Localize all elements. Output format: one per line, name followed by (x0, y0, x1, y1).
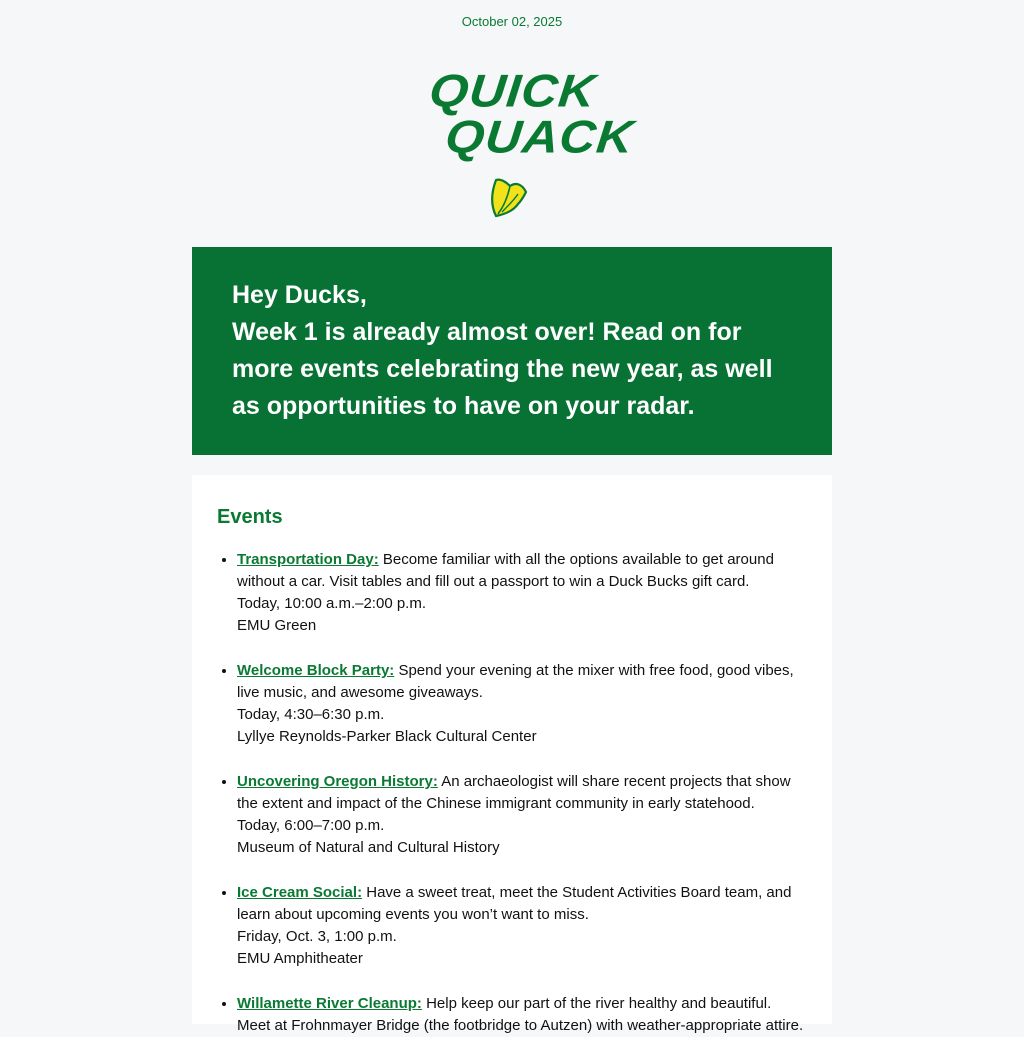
events-list (217, 548, 807, 1037)
duck-foot-icon (488, 174, 530, 220)
event-link-uncovering-oregon-history[interactable]: Uncovering Oregon History: (237, 773, 438, 790)
quick-quack-logo (426, 65, 637, 223)
event-item-willamette-river-cleanup (237, 992, 807, 1037)
hero-greeting: Hey Ducks, (232, 281, 367, 309)
email-date: October 02, 2025 (461, 14, 563, 29)
event-link-welcome-block-party[interactable]: Welcome Block Party: (237, 662, 395, 679)
event-link-ice-cream-social[interactable]: Ice Cream Social: (237, 884, 363, 901)
event-item-welcome-block-party (237, 659, 807, 748)
event-description: Have a sweet treat, meet the Student Activities Board team, and learn about upcoming events you won’t want to miss. (237, 884, 792, 923)
logo-word-quick: QUICK (426, 65, 599, 117)
event-item-ice-cream-social (237, 881, 807, 970)
event-item-uncovering-oregon-history (237, 770, 807, 859)
event-location: EMU Green (237, 617, 317, 634)
event-location: Museum of Natural and Cultural History (237, 839, 500, 856)
event-time: Today, 10:00 a.m.–2:00 p.m. (237, 595, 427, 612)
hero-banner (192, 247, 832, 455)
event-description: Help keep our part of the river healthy and beautiful. Meet at Frohnmayer Bridge (the footbridge to Autzen) with weather-appropriate attire. (237, 995, 804, 1034)
event-item-transportation-day (237, 548, 807, 637)
event-description: Become familiar with all the options available to get around without a car. Visit tables and fill out a passport to win a Duck Bucks gift card. (237, 551, 774, 590)
event-time: Today, 6:00–7:00 p.m. (237, 817, 385, 834)
event-time: Friday, Oct. 3, 1:00 p.m. (237, 928, 397, 945)
logo-word-quack: QUACK (442, 111, 637, 163)
events-card (192, 475, 832, 1034)
event-link-willamette-river-cleanup[interactable]: Willamette River Cleanup: (237, 995, 422, 1012)
event-description: Spend your evening at the mixer with free food, good vibes, live music, and awesome giveaways. (237, 662, 794, 701)
event-time: Today, 4:30–6:30 p.m. (237, 706, 385, 723)
event-location: Lyllye Reynolds-Parker Black Cultural Center (237, 728, 537, 745)
event-link-transportation-day[interactable]: Transportation Day: (237, 551, 379, 568)
hero-message: Week 1 is already almost over! Read on for more events celebrating the new year, as well as opportunities to have on your radar. (232, 318, 773, 420)
event-location: EMU Amphitheater (237, 950, 363, 967)
event-description: An archaeologist will share recent projects that show the extent and impact of the Chinese immigrant community in early statehood. (237, 773, 791, 812)
events-section-title: Events (217, 506, 283, 528)
